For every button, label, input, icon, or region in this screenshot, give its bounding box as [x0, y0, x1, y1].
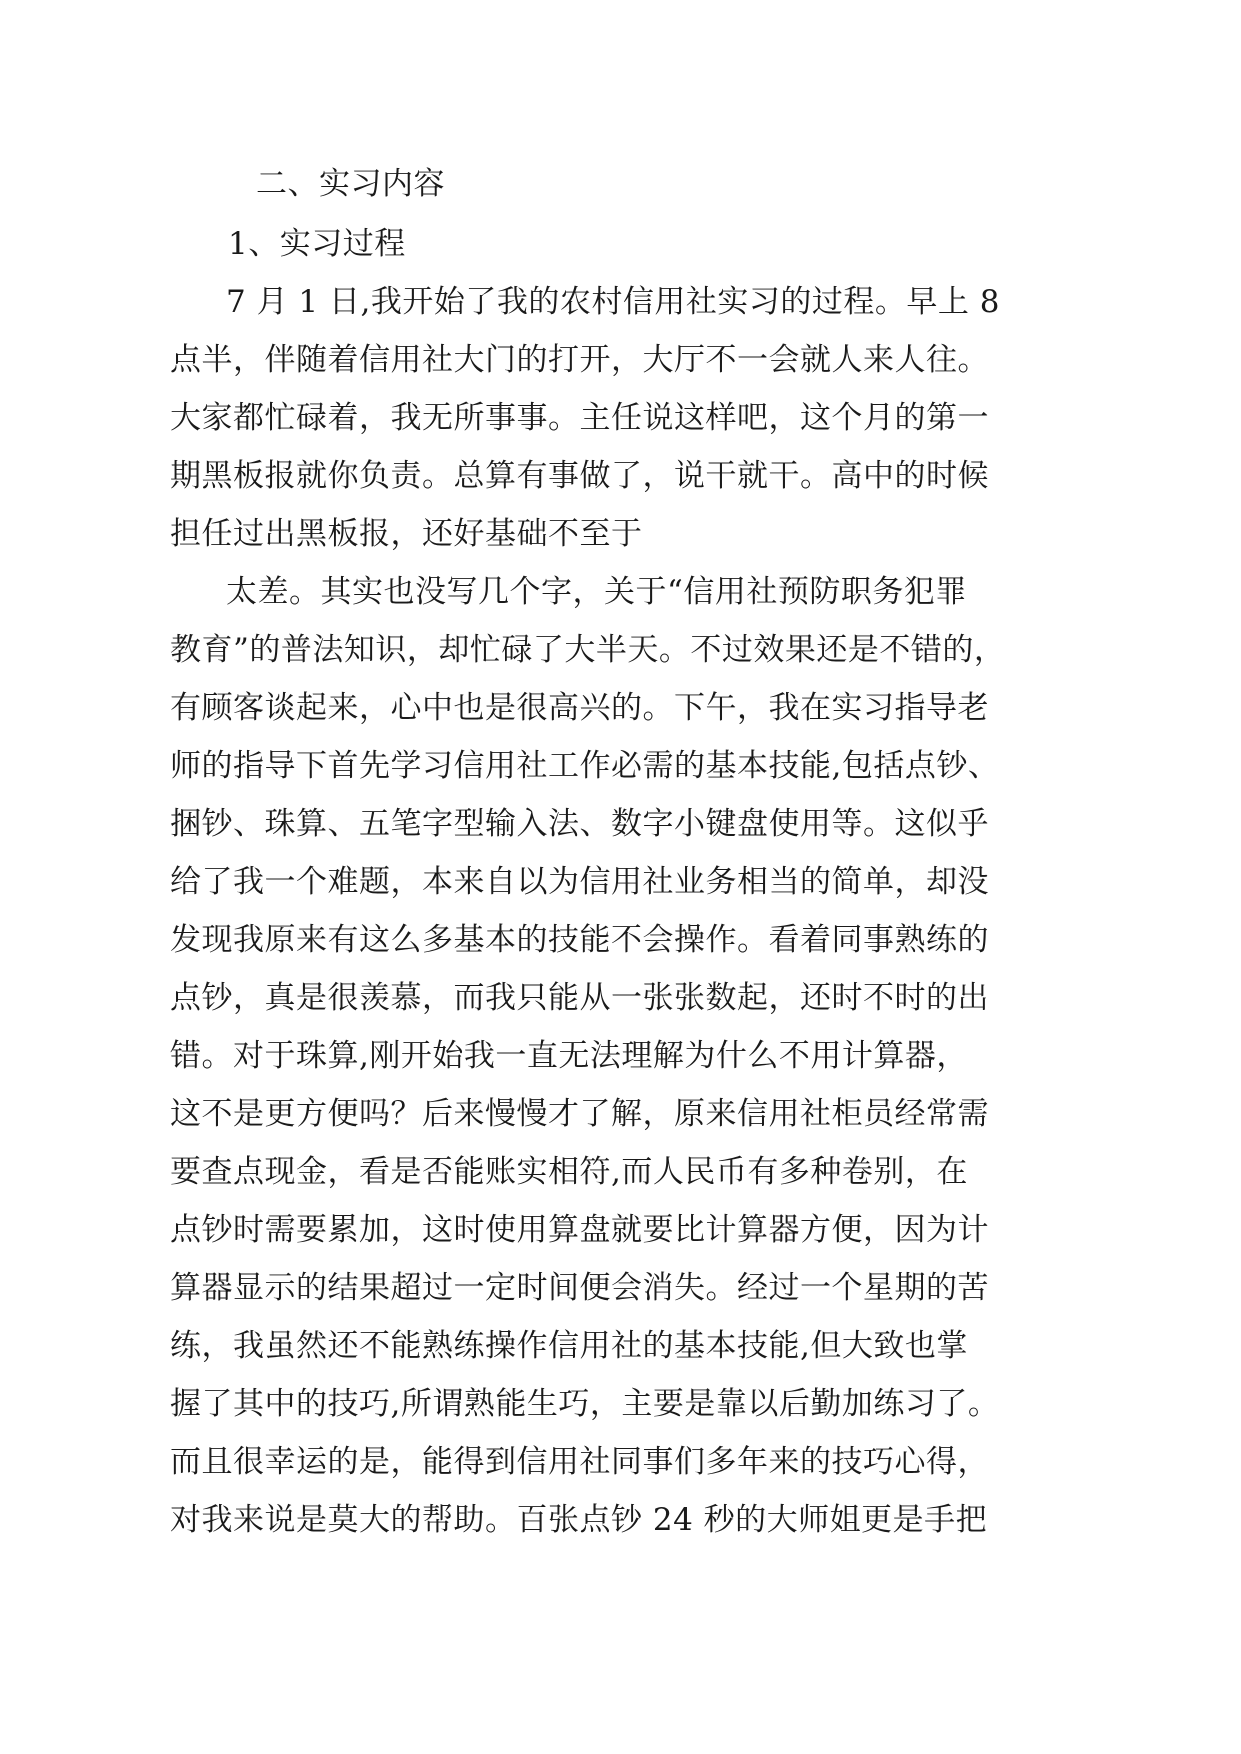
paragraph2-line-7: 发现我原来有这么多基本的技能不会操作。看着同事熟练的: [170, 922, 989, 958]
paragraph2-line-4: 师的指导下首先学习信用社工作必需的基本技能,包括点钞、: [170, 748, 1000, 784]
paragraph2-line-17: 对我来说是莫大的帮助。百张点钞 24 秒的大师姐更是手把: [170, 1502, 988, 1538]
paragraph1-line-3: 大家都忙碌着，我无所事事。主任说这样吧，这个月的第一: [170, 400, 989, 436]
paragraph1-line-5: 担任过出黑板报，还好基础不至于: [170, 516, 643, 552]
paragraph1-line-1: 7 月 1 日,我开始了我的农村信用社实习的过程。早上 8: [226, 284, 1000, 320]
section-heading: 二、实习内容: [256, 166, 445, 202]
paragraph2-line-15: 握了其中的技巧,所谓熟能生巧，主要是靠以后勤加练习了。: [170, 1386, 1000, 1422]
paragraph2-line-2: 教育”的普法知识，却忙碌了大半天。不过效果还是不错的，: [170, 632, 1006, 668]
paragraph1-line-2: 点半，伴随着信用社大门的打开，大厅不一会就人来人往。: [170, 342, 989, 378]
paragraph2-line-10: 这不是更方便吗？后来慢慢才了解，原来信用社柜员经常需: [170, 1096, 989, 1132]
paragraph2-line-8: 点钞，真是很羡慕，而我只能从一张张数起，还时不时的出: [170, 980, 989, 1016]
paragraph2-line-11: 要查点现金，看是否能账实相符,而人民币有多种卷别，在: [170, 1154, 968, 1190]
paragraph2-line-16: 而且很幸运的是，能得到信用社同事们多年来的技巧心得，: [170, 1444, 989, 1480]
paragraph1-line-4: 期黑板报就你负责。总算有事做了，说干就干。高中的时候: [170, 458, 989, 494]
paragraph2-line-1: 太差。其实也没写几个字，关于“信用社预防职务犯罪: [226, 574, 967, 610]
paragraph2-line-9: 错。对于珠算,刚开始我一直无法理解为什么不用计算器，: [170, 1038, 968, 1074]
subsection-heading: 1、实习过程: [228, 226, 406, 262]
paragraph2-line-6: 给了我一个难题，本来自以为信用社业务相当的简单，却没: [170, 864, 989, 900]
paragraph2-line-5: 捆钞、珠算、五笔字型输入法、数字小键盘使用等。这似乎: [170, 806, 989, 842]
paragraph2-line-14: 练，我虽然还不能熟练操作信用社的基本技能,但大致也掌: [170, 1328, 968, 1364]
paragraph2-line-12: 点钞时需要累加，这时使用算盘就要比计算器方便，因为计: [170, 1212, 989, 1248]
paragraph2-line-3: 有顾客谈起来，心中也是很高兴的。下午，我在实习指导老: [170, 690, 989, 726]
paragraph2-line-13: 算器显示的结果超过一定时间便会消失。经过一个星期的苦: [170, 1270, 989, 1306]
